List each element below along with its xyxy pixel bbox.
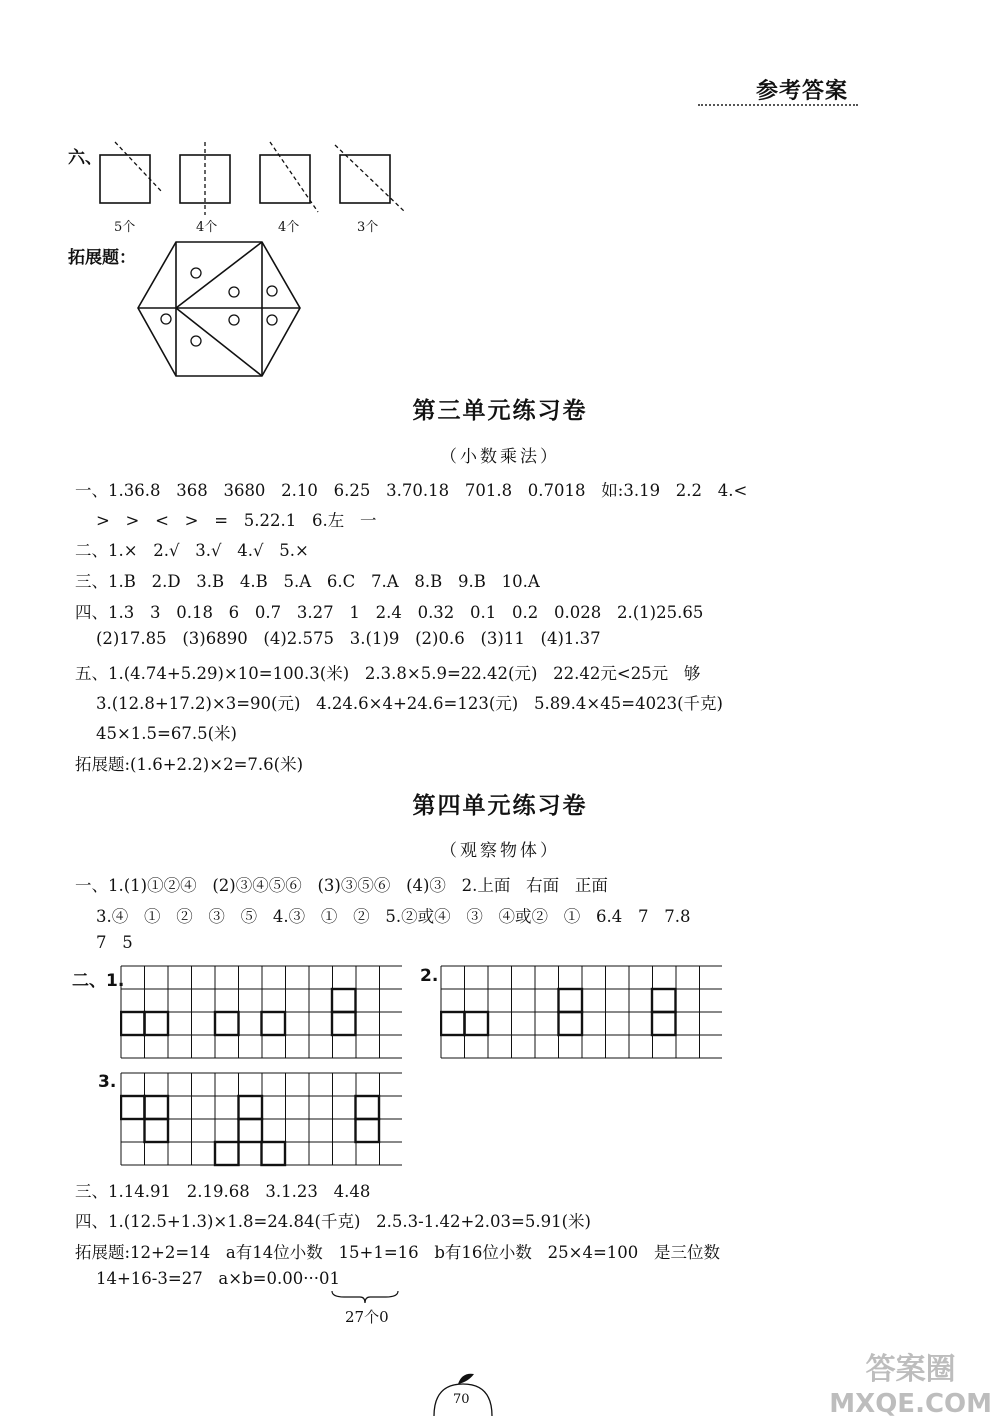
six-label: 六、 bbox=[68, 148, 102, 168]
grid-3-label: 3. bbox=[98, 1072, 117, 1092]
unit4-line-6: 拓展题:12+2=14 a有14位小数 15+1=16 b有16位小数 25×4=100 是三位数 bbox=[75, 1243, 721, 1262]
header-title: 参考答案 bbox=[755, 79, 848, 104]
unit3-line-9: 45×1.5=67.5(米) bbox=[75, 724, 237, 743]
unit3-line-3: 二、1.× 2.√ 3.√ 4.√ 5.× bbox=[75, 541, 309, 560]
extension-label: 拓展题： bbox=[68, 248, 136, 268]
six-caption-4: 3个 bbox=[357, 220, 379, 235]
unit4-line-3: 7 5 bbox=[75, 933, 133, 952]
watermark-logo bbox=[829, 1353, 992, 1421]
hexagon-figure bbox=[132, 238, 310, 383]
grid-3 bbox=[120, 1072, 402, 1168]
unit4-title: 第四单元练习卷 bbox=[412, 793, 588, 819]
unit3-line-4: 三、1.B 2.D 3.B 4.B 5.A 6.C 7.A 8.B 9.B 10.A bbox=[75, 572, 540, 591]
watermark-line-1: 答案圈 bbox=[865, 1352, 956, 1387]
six-caption-3: 4个 bbox=[278, 220, 300, 235]
unit3-line-1: 一、1.36.8 368 3680 2.10 6.25 3.70.18 701.8 0.7018 如:3.19 2.2 4.< bbox=[75, 481, 748, 500]
unit3-line-2: > > < > = 5.22.1 6.左 一 bbox=[75, 511, 377, 530]
brace-note: 27个0 bbox=[345, 1308, 389, 1326]
grid-1-label: 二、1. bbox=[72, 971, 125, 991]
unit4-line-2: 3.④ ① ② ③ ⑤ 4.③ ① ② 5.②或④ ③ ④或② ① 6.4 7 7.8 bbox=[75, 907, 691, 926]
unit3-line-5: 四、1.3 3 0.18 6 0.7 3.27 1 2.4 0.32 0.1 0.2 0.028 2.(1)25.65 bbox=[75, 603, 704, 622]
unit3-title: 第三单元练习卷 bbox=[412, 398, 588, 424]
unit3-line-7: 五、1.(4.74+5.29)×10=100.3(米) 2.3.8×5.9=22.42(元) 22.42元<25元 够 bbox=[75, 664, 701, 683]
unit3-line-10: 拓展题:(1.6+2.2)×2=7.6(米) bbox=[75, 755, 304, 774]
underbrace bbox=[330, 1289, 400, 1305]
grid-2 bbox=[440, 965, 722, 1061]
unit4-line-5: 四、1.(12.5+1.3)×1.8=24.84(千克) 2.5.3-1.42+2.03=5.91(米) bbox=[75, 1212, 591, 1231]
grid-2-label: 2. bbox=[420, 966, 439, 986]
header-divider bbox=[698, 104, 858, 106]
six-caption-1: 5个 bbox=[114, 220, 136, 235]
unit4-subtitle: （观察物体） bbox=[440, 841, 560, 861]
grid-1 bbox=[120, 965, 402, 1061]
unit4-line-4: 三、1.14.91 2.19.68 3.1.23 4.48 bbox=[75, 1182, 371, 1201]
unit3-line-6: (2)17.85 (3)6890 (4)2.575 3.(1)9 (2)0.6 (3)11 (4)1.37 bbox=[75, 629, 601, 648]
unit3-subtitle: （小数乘法） bbox=[440, 447, 560, 467]
unit3-line-8: 3.(12.8+17.2)×3=90(元) 4.24.6×4+24.6=123(元) 5.89.4×45=4023(千克) bbox=[75, 694, 723, 713]
unit4-line-1: 一、1.(1)①②④ (2)③④⑤⑥ (3)③⑤⑥ (4)③ 2.上面 右面 正面 bbox=[75, 876, 608, 895]
six-caption-2: 4个 bbox=[196, 220, 218, 235]
unit4-line-7: 14+16-3=27 a×b=0.00···01 bbox=[75, 1269, 340, 1288]
page-number: 70 bbox=[453, 1392, 470, 1407]
watermark-line-2: MXQE.COM bbox=[829, 1389, 992, 1419]
